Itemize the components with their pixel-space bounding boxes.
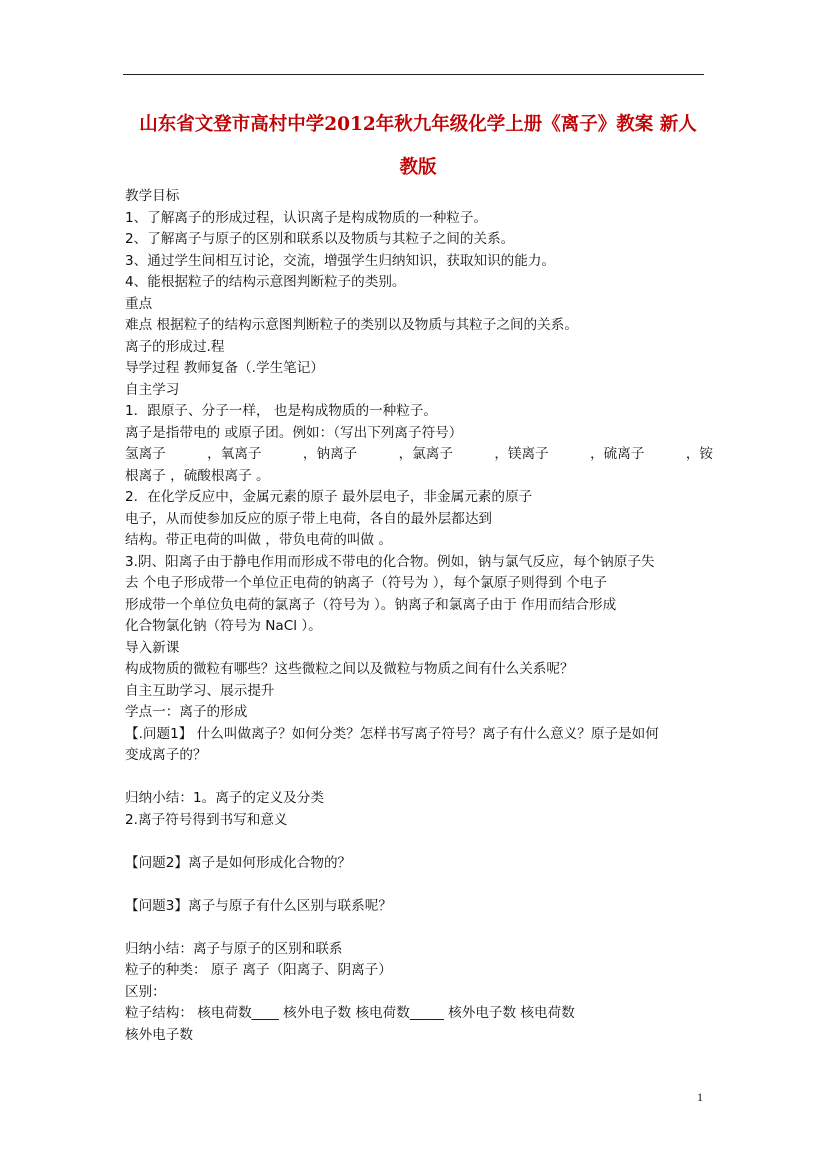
section-heading: 重点 [125, 295, 153, 312]
document-title-line2: 教版 [399, 157, 437, 178]
text-line: 去 个电子形成带一个单位正电荷的钠离子（符号为 ），每个氯原子则得到 个电子 [125, 575, 607, 591]
summary-line: 归纳小结：离子与原子的区别和联系 [125, 940, 343, 957]
text-line: 化合物氯化钠（符号为 NaCl ）。 [125, 618, 322, 634]
section-heading: 导入新课 [125, 639, 180, 656]
ion-list-line [125, 444, 713, 466]
text-line: 1．跟原子、分子一样， 也是构成物质的一种粒子。 [125, 403, 438, 419]
document-title-line1: 山东省文登市高村中学2012年秋九年级化学上册《离子》教案 新人 [139, 114, 697, 135]
ion-item: ，铵 [685, 446, 713, 462]
text-line: 3.阴、阳离子由于静电作用而形成不带电的化合物。例如，钠与氯气反应，每个钠原子失 [125, 553, 655, 570]
header-rule [123, 74, 704, 75]
blank-line [125, 831, 713, 853]
ion-item: ，硫离子 [590, 446, 645, 462]
blank-line [125, 874, 713, 896]
text-line: 形成带一个单位负电荷的氯离子（符号为 ）。钠离子和氯离子由于 作用而结合形成 [125, 596, 617, 613]
text-line: 区别： [125, 983, 166, 1000]
blank-line [125, 917, 713, 939]
objective-item: 1、了解离子的形成过程，认识离子是构成物质的一种粒子。 [125, 209, 488, 226]
objective-item: 4、能根据粒子的结构示意图判断粒子的类别。 [125, 274, 406, 290]
objective-item: 3、通过学生间相互讨论，交流，增强学生归纳知识，获取知识的能力。 [125, 252, 556, 269]
blank-line [125, 767, 713, 789]
question-line: 变成离子的？ [125, 747, 207, 763]
section-heading: 学点一：离子的形成 [125, 704, 248, 720]
summary-line: 2.离子符号得到书写和意义 [125, 811, 288, 828]
ion-item: 氢离子 [125, 446, 166, 462]
ion-item: ，钠离子 [302, 446, 358, 462]
text-line: 离子是指带电的 或原子团。例如：（写出下列离子符号） [125, 424, 463, 441]
section-heading: 自主学习 [125, 381, 180, 398]
text-line: 粒子的种类： 原子 离子（阳离子、阴离子） [125, 962, 392, 978]
ion-item: ，氯离子 [398, 446, 453, 462]
text-line: 构成物质的微粒有哪些？这些微粒之间以及微粒与物质之间有什么关系呢？ [125, 661, 574, 677]
question-line: 【问题2】离子是如何形成化合物的？ [125, 854, 352, 871]
ion-item: ，镁离子 [494, 446, 549, 462]
objective-item: 2、了解离子与原子的区别和联系以及物质与其粒子之间的关系。 [125, 231, 515, 247]
text-line: 粒子结构： 核电荷数____ 核外电子数 核电荷数_____ 核外电子数 核电荷数 [125, 1005, 575, 1021]
document-body [125, 186, 713, 1046]
text-line: 难点 根据粒子的结构示意图判断粒子的类别以及物质与其粒子之间的关系。 [125, 317, 578, 333]
section-heading: 教学目标 [125, 188, 180, 204]
section-heading: 自主互助学习、展示提升 [125, 682, 275, 699]
text-line: 电子，从而使参加反应的原子带上电荷，各自的最外层都达到 [125, 510, 493, 527]
text-line: 离子的形成过.程 [125, 338, 225, 355]
page-number: 1 [697, 1090, 703, 1104]
text-line: 根离子 ，硫酸根离子 。 [125, 467, 270, 484]
question-line: 【问题3】离子与原子有什么区别与联系呢？ [125, 897, 392, 914]
text-line: 导学过程 教师复备（.学生笔记） [125, 360, 324, 376]
ion-item: ，氧离子 [207, 446, 262, 462]
summary-line: 归纳小结：1。离子的定义及分类 [125, 790, 324, 806]
question-line: 【.问题1】 什么叫做离子？如何分类？怎样书写离子符号？离子有什么意义？原子是如何 [125, 725, 659, 742]
text-line: 结构。带正电荷的叫做 ，带负电荷的叫做 。 [125, 532, 392, 548]
text-line: 2．在化学反应中，金属元素的原子 最外层电子，非金属元素的原子 [125, 489, 533, 505]
text-line: 核外电子数 [125, 1026, 193, 1043]
